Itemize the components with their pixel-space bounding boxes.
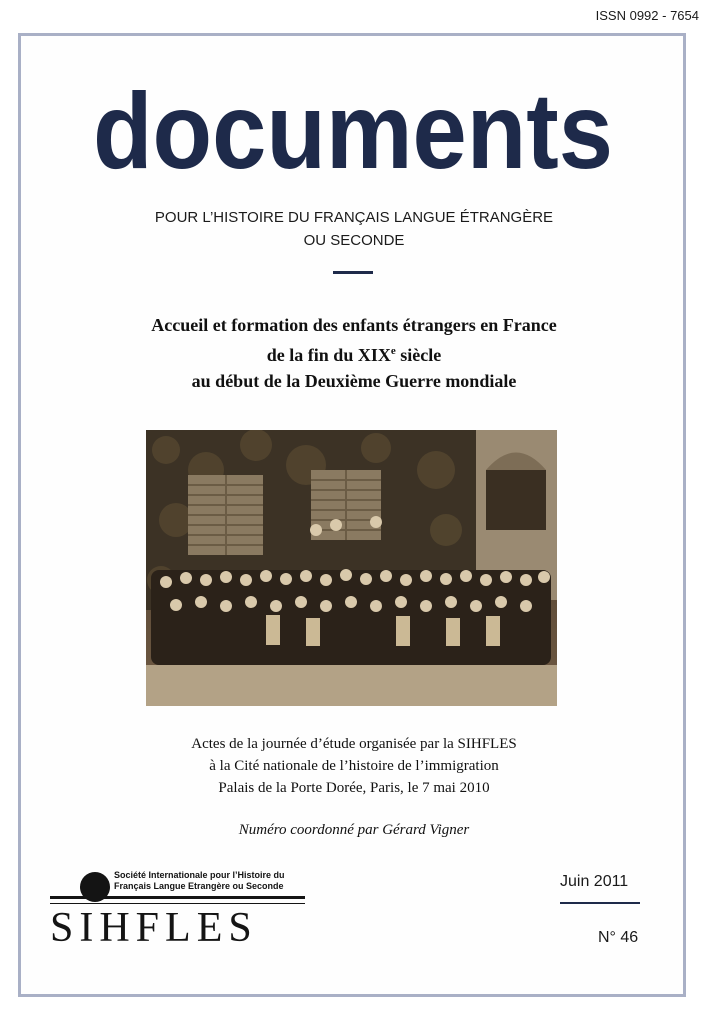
date-divider xyxy=(560,902,640,904)
title-divider xyxy=(333,271,373,274)
masthead-logo xyxy=(88,68,618,178)
issn-number: ISSN 0992 - 7654 xyxy=(595,8,699,23)
coordinator-line: Numéro coordonné par Gérard Vigner xyxy=(238,822,470,838)
issue-date: Juin 2011 xyxy=(560,873,629,890)
subtitle-line-1: POUR L’HISTOIRE DU FRANÇAIS LANGUE ÉTRANGÈRE xyxy=(154,209,554,226)
logo-wordmark: SIHFLES xyxy=(50,905,258,951)
subtitle-line-2: OU SECONDE xyxy=(303,232,405,249)
sihfles-logo xyxy=(50,866,312,958)
logo-rule xyxy=(50,896,305,899)
subtitle xyxy=(20,206,688,252)
issue-title-line-1: Accueil et formation des enfants étrangers en France xyxy=(151,315,557,335)
society-name: Société Internationale pour l’Histoire du Français Langue Etrangère ou Seconde xyxy=(114,870,285,891)
group-photograph xyxy=(146,430,557,706)
proceedings-info xyxy=(20,733,688,799)
issue-title-line-2: de la fin du XIXe siècle xyxy=(266,345,442,365)
issue-number: N° 46 xyxy=(598,929,639,946)
proceedings-line-2: à la Cité nationale de l’histoire de l’immigration xyxy=(209,758,499,774)
issue-title xyxy=(20,312,688,394)
proceedings-line-3: Palais de la Porte Dorée, Paris, le 7 mai 2010 xyxy=(218,780,490,796)
masthead-title: documents xyxy=(93,70,613,178)
proceedings-line-1: Actes de la journée d’étude organisée par la SIHFLES xyxy=(191,736,517,752)
issue-title-line-3: au début de la Deuxième Guerre mondiale xyxy=(191,371,517,391)
